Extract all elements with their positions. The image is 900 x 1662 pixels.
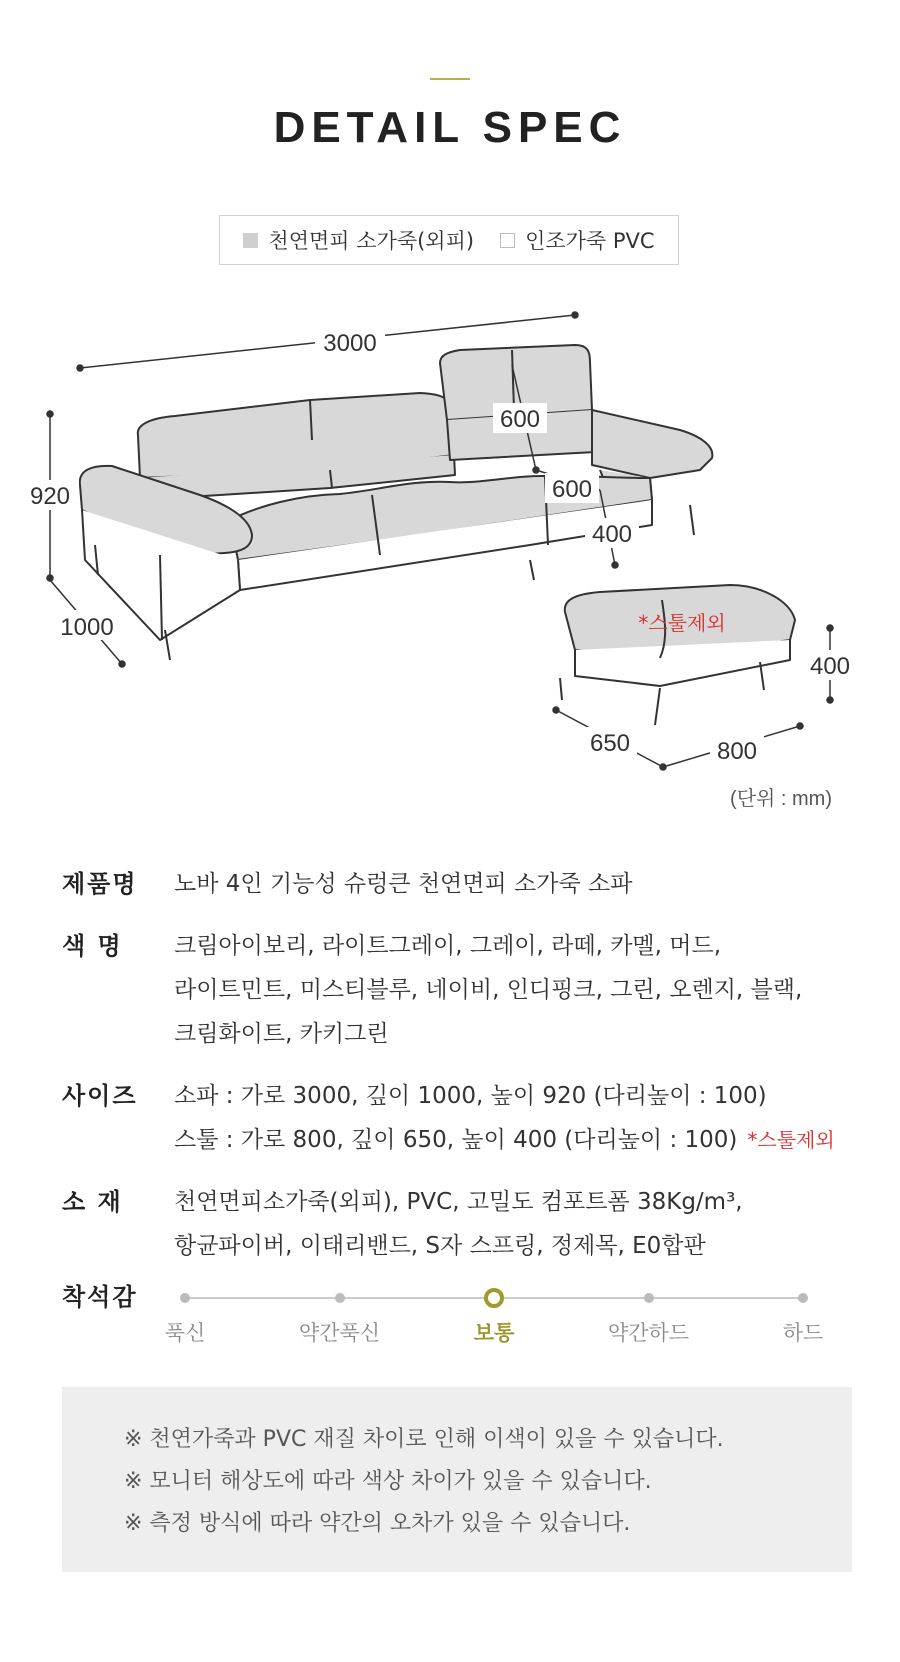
spec-value-material <box>174 1180 743 1268</box>
comfort-level-label: 하드 <box>782 1321 824 1345</box>
comfort-dot-selected <box>484 1288 504 1308</box>
spec-label-color: 색 명 <box>62 932 123 960</box>
dim-total-depth: 1000 <box>60 614 114 641</box>
legend-item-pvc <box>500 225 655 255</box>
legend-label-pvc: 인조가죽 PVC <box>525 229 655 253</box>
title-accent-line <box>430 78 470 80</box>
spec-table <box>62 862 852 1286</box>
size-stool-note: *스툴제외 <box>747 1128 835 1152</box>
notice-line: ※ 모니터 해상도에 따라 색상 차이가 있을 수 있습니다. <box>124 1469 652 1494</box>
unit-label: (단위 : mm) <box>730 788 832 810</box>
comfort-level-label: 보통 <box>473 1321 515 1345</box>
material-line: 천연면피소가죽(외피), PVC, 고밀도 컴포트폼 38Kg/m³, <box>174 1189 743 1215</box>
spec-label-size: 사이즈 <box>62 1082 138 1110</box>
spec-label-material: 소 재 <box>62 1188 123 1216</box>
spec-value-product: 노바 4인 기능성 슈렁큰 천연면피 소가죽 소파 <box>174 871 633 897</box>
comfort-level-label: 약간하드 <box>607 1321 690 1345</box>
dim-headrest-height: 600 <box>499 406 541 433</box>
spec-row-material <box>62 1180 852 1268</box>
spec-value-size <box>174 1074 835 1162</box>
dim-total-height: 920 <box>29 483 71 510</box>
color-line: 크림아이보리, 라이트그레이, 그레이, 라떼, 카멜, 머드, <box>174 933 721 959</box>
comfort-level-label: 약간푹신 <box>298 1321 381 1345</box>
comfort-label: 착석감 <box>62 1283 138 1311</box>
spec-value-color <box>174 924 802 1056</box>
comfort-level-label: 푹신 <box>164 1321 206 1345</box>
comfort-dot <box>335 1293 345 1303</box>
notice-box <box>62 1387 852 1572</box>
filled-square-icon <box>243 233 258 248</box>
notice-line: ※ 천연가죽과 PVC 재질 차이로 인해 이색이 있을 수 있습니다. <box>124 1427 724 1452</box>
comfort-dot <box>644 1293 654 1303</box>
size-stool-text: 스툴 : 가로 800, 깊이 650, 높이 400 (다리높이 : 100) <box>174 1127 738 1153</box>
empty-square-icon <box>500 233 515 248</box>
dim-stool-depth: 650 <box>589 730 631 757</box>
color-line: 라이트민트, 미스티블루, 네이비, 인디핑크, 그린, 오렌지, 블랙, <box>174 977 803 1003</box>
material-line: 항균파이버, 이태리밴드, S자 스프링, 정제목, E0합판 <box>174 1233 706 1259</box>
size-line-sofa: 소파 : 가로 3000, 깊이 1000, 높이 920 (다리높이 : 100) <box>174 1083 767 1109</box>
stool-excluded-note: *스툴제외 <box>638 611 726 635</box>
legend-label-leather: 천연면피 소가죽(외피) <box>268 229 475 253</box>
page-title: DETAIL SPEC <box>273 103 627 152</box>
legend-item-leather <box>243 225 474 255</box>
comfort-dot <box>180 1293 190 1303</box>
spec-row-product <box>62 862 852 906</box>
spec-label-product: 제품명 <box>62 870 138 898</box>
notice-line: ※ 측정 방식에 따라 약간의 오차가 있을 수 있습니다. <box>124 1511 631 1536</box>
size-line-stool <box>174 1118 835 1162</box>
dim-sofa-width: 3000 <box>323 330 377 357</box>
comfort-scale <box>62 1275 852 1355</box>
comfort-dot <box>798 1293 808 1303</box>
sofa-illustration <box>80 345 795 725</box>
dim-seat-depth: 600 <box>551 476 593 503</box>
dim-stool-width: 800 <box>716 738 758 765</box>
dim-seat-height: 400 <box>591 521 633 548</box>
dim-stool-height: 400 <box>809 653 851 680</box>
spec-row-color <box>62 924 852 1056</box>
color-line: 크림화이트, 카키그린 <box>174 1021 389 1047</box>
sofa-dimension-diagram <box>0 300 900 780</box>
spec-row-size <box>62 1074 852 1162</box>
material-legend <box>219 215 679 265</box>
